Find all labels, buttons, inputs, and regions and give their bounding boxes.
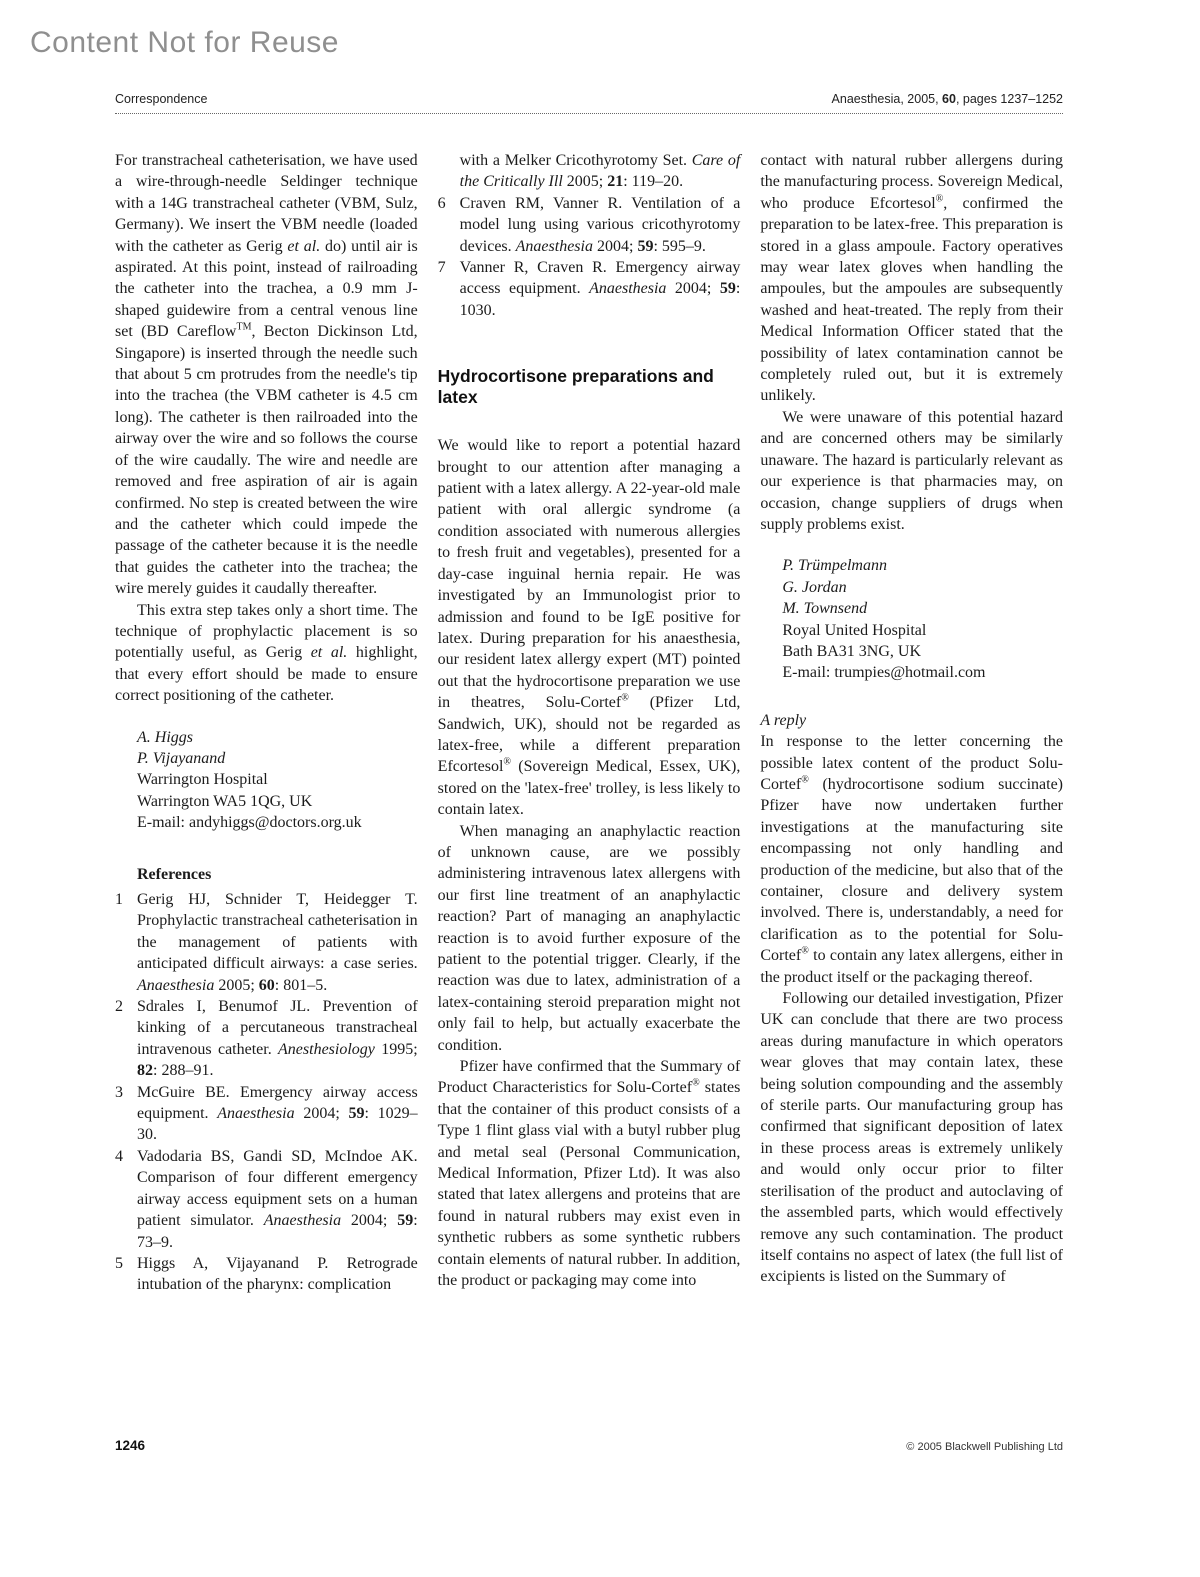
signature-line: A. Higgs (137, 728, 193, 746)
reference-item (115, 1146, 418, 1253)
running-head-citation: Anaesthesia, 2005, 60, pages 1237–1252 (831, 92, 1063, 106)
reference-number: 6 (437, 194, 446, 212)
column-1 (115, 150, 418, 1296)
paragraph: We were unaware of this potential hazard and are concerned others may be similarly unaware. The hazard is particularly relevant as our experience is that pharmacies may, on occasion, change suppliers of drugs when supply problems exist. (760, 408, 1064, 533)
reference-number: 4 (115, 1147, 123, 1165)
reply-heading: A reply (760, 711, 807, 729)
references-heading: References (137, 865, 212, 883)
running-head (115, 92, 1063, 114)
reference-item (115, 1082, 418, 1146)
section-heading: Hydrocortisone preparations and latex (437, 366, 714, 408)
reference-number: 2 (115, 998, 123, 1016)
reference-item (438, 257, 741, 321)
reference-text: Vanner R, Craven R. Emergency airway access equipment. Anaesthesia 2004; 59: 1030. (459, 259, 741, 319)
page-number: 1246 (115, 1438, 146, 1453)
signature-line: P. Trümpelmann (782, 557, 887, 575)
running-head-section: Correspondence (115, 92, 208, 106)
paragraph: Following our detailed investigation, Pfizer UK can conclude that there are two process areas during manufacture in which operators wear gloves that may contain latex, these being solution compounding and the assembly of sterile parts. Our manufacturing group has confirmed that significant deposition of latex in these process areas is extremely unlikely and would only occur prior to filter sterilisation of the product and autoclaving of the assembled parts, which would effectively remove any such contamination. The product itself contains no aspect of latex (the full list of excipients is listed on the Summary of (760, 990, 1064, 1286)
reference-item (115, 996, 418, 1082)
reference-number: 3 (115, 1083, 123, 1101)
signature-line: Bath BA31 3NG, UK (782, 642, 922, 660)
copyright-notice: © 2005 Blackwell Publishing Ltd (906, 1441, 1063, 1453)
paragraph: Pfizer have confirmed that the Summary of Product Characteristics for Solu-Cortef® states that the container of this product consists of a Type 1 flint glass vial with a butyl rubber plug and metal seal (Personal Communication, Medical Information, Pfizer Ltd). It was also stated that latex allergens and proteins that are found in natural rubbers may exist even in synthetic rubbers as some synthetic rubbers contain elements of natural rubber. In addition, the product or packaging may come into (437, 1058, 741, 1290)
paragraph: In response to the letter concerning the possible latex content of the product Solu-Cortef® (hydrocortisone sodium succinate) Pfizer have now undertaken further investigations at the manufacturing site encompassing not only handling and production of the medicine, but also that of the container, closure and delivery system involved. There is, understandably, a need for clarification as to the potential for Solu-Cortef® to contain any latex allergens, either in the product itself or the packaging thereof. (760, 733, 1064, 986)
watermark-text: Content Not for Reuse (30, 26, 339, 59)
reference-number: 5 (115, 1254, 123, 1272)
signature-line: Royal United Hospital (782, 621, 927, 639)
reference-continuation (438, 150, 741, 193)
paragraph: This extra step takes only a short time. The technique of prophylactic placement is so potentially useful, as Gerig et al. highlight, that every effort should be made to ensure correct positioning of the catheter. (115, 601, 418, 705)
reference-text: Gerig HJ, Schnider T, Heidegger T. Prophylactic transtracheal catheterisation in the management of patients with anticipated difficult airways: a case series. Anaesthesia 2005; 60: 801–5. (137, 891, 418, 994)
reference-item (115, 889, 418, 996)
paragraph: When managing an anaphylactic reaction of unknown cause, are we possibly administering intravenous latex allergens with our first line treatment of an anaphylactic reaction? Part of managing an anaphylactic reaction is to avoid further exposure of the patient to the potential trigger. Clearly, if the reaction was due to latex, administration of a latex-containing steroid preparation might not only fail to help, but actually exacerbate the condition. (437, 822, 741, 1054)
signature-block (782, 555, 1063, 683)
signature-line: Warrington WA5 1QG, UK (137, 792, 313, 810)
reference-text: with a Melker Cricothyrotomy Set. Care of the Critically Ill 2005; 21: 119–20. (459, 152, 741, 191)
reference-text: Sdrales I, Benumof JL. Prevention of kinking of a percutaneous transtracheal intravenous catheter. Anesthesiology 1995; 82: 288–91. (137, 998, 418, 1080)
signature-line: E-mail: trumpies@hotmail.com (782, 664, 986, 682)
reference-number: 1 (115, 891, 123, 908)
signature-line: G. Jordan (782, 578, 847, 596)
signature-line: Warrington Hospital (137, 771, 268, 789)
signature-line: M. Townsend (782, 600, 868, 618)
signature-block (137, 727, 418, 834)
paragraph: We would like to report a potential hazard brought to our attention after managing a patient with a latex allergy. A 22-year-old male patient with oral allergic syndrome (a condition associated with numerous allergies to fresh fruit and vegetables), presented for a day-case inguinal hernia repair. He was investigated by an Immunologist prior to admission and found to be IgE positive for latex. During preparation for his anaesthesia, our resident latex allergy expert (MT) pointed out that the hydrocortisone preparation we use in theatres, Solu-Cortef® (Pfizer Ltd, Sandwich, UK), should not be regarded as latex-free, while a different preparation Efcortesol® (Sovereign Medical, Essex, UK), stored on the 'latex-free' trolley, is less likely to contain latex. (437, 437, 741, 819)
reference-text: Vadodaria BS, Gandi SD, McIndoe AK. Comparison of four different emergency airway access equipment sets on a human patient simulator. Anaesthesia 2004; 59: 73–9. (137, 1147, 418, 1251)
paragraph: contact with natural rubber allergens during the manufacturing process. Sovereign Medical, who produce Efcortesol®, confirmed the preparation to be latex-free. This preparation is stored in a glass ampoule. Factory operatives may wear latex gloves when handling the ampoules, but the ampoules are subsequently washed and heat-treated. The reply from their Medical Information Officer stated that the possibility of latex contamination cannot be completely ruled out, but it is extremely unlikely. (760, 152, 1064, 405)
article-columns (115, 150, 1063, 1296)
signature-line: P. Vijayanand (137, 749, 226, 767)
reference-number: 7 (437, 259, 446, 277)
reference-text: Higgs A, Vijayanand P. Retrograde intubation of the pharynx: complication (137, 1254, 418, 1294)
reference-text: Craven RM, Vanner R. Ventilation of a model lung using various cricothyrotomy devices. Anaesthesia 2004; 59: 595–9. (459, 194, 741, 255)
column-3 (760, 150, 1063, 1296)
reference-text: McGuire BE. Emergency airway access equipment. Anaesthesia 2004; 59: 1029–30. (137, 1083, 418, 1144)
reference-item (438, 193, 741, 257)
page-footer (115, 1438, 1063, 1453)
column-2 (438, 150, 741, 1296)
reference-item (115, 1253, 418, 1296)
paragraph: For transtracheal catheterisation, we have used a wire-through-needle Seldinger technique with a 14G transtracheal catheter (VBM, Sulz, Germany). We insert the VBM needle (loaded with the catheter as Gerig et al. do) until air is aspirated. At this point, instead of railroading the catheter into the trachea, a 0.9 mm J-shaped guidewire from a central venous line set (BD Careflow™, Becton Dickinson Ltd, Singapore) is inserted through the needle such that about 5 cm protrudes from the needle's tip into the trachea (the VBM catheter is 4.5 cm long). The catheter is then railroaded into the airway over the wire and so follows the course of the wire caudally. The wire and needle are removed and free aspiration of air is again confirmed. No step is created between the wire and the catheter which could impede the passage of the catheter because it is the needle that guides the catheter into the trachea; the wire merely guides it caudally thereafter. (115, 152, 418, 598)
signature-line: E-mail: andyhiggs@doctors.org.uk (137, 814, 362, 832)
